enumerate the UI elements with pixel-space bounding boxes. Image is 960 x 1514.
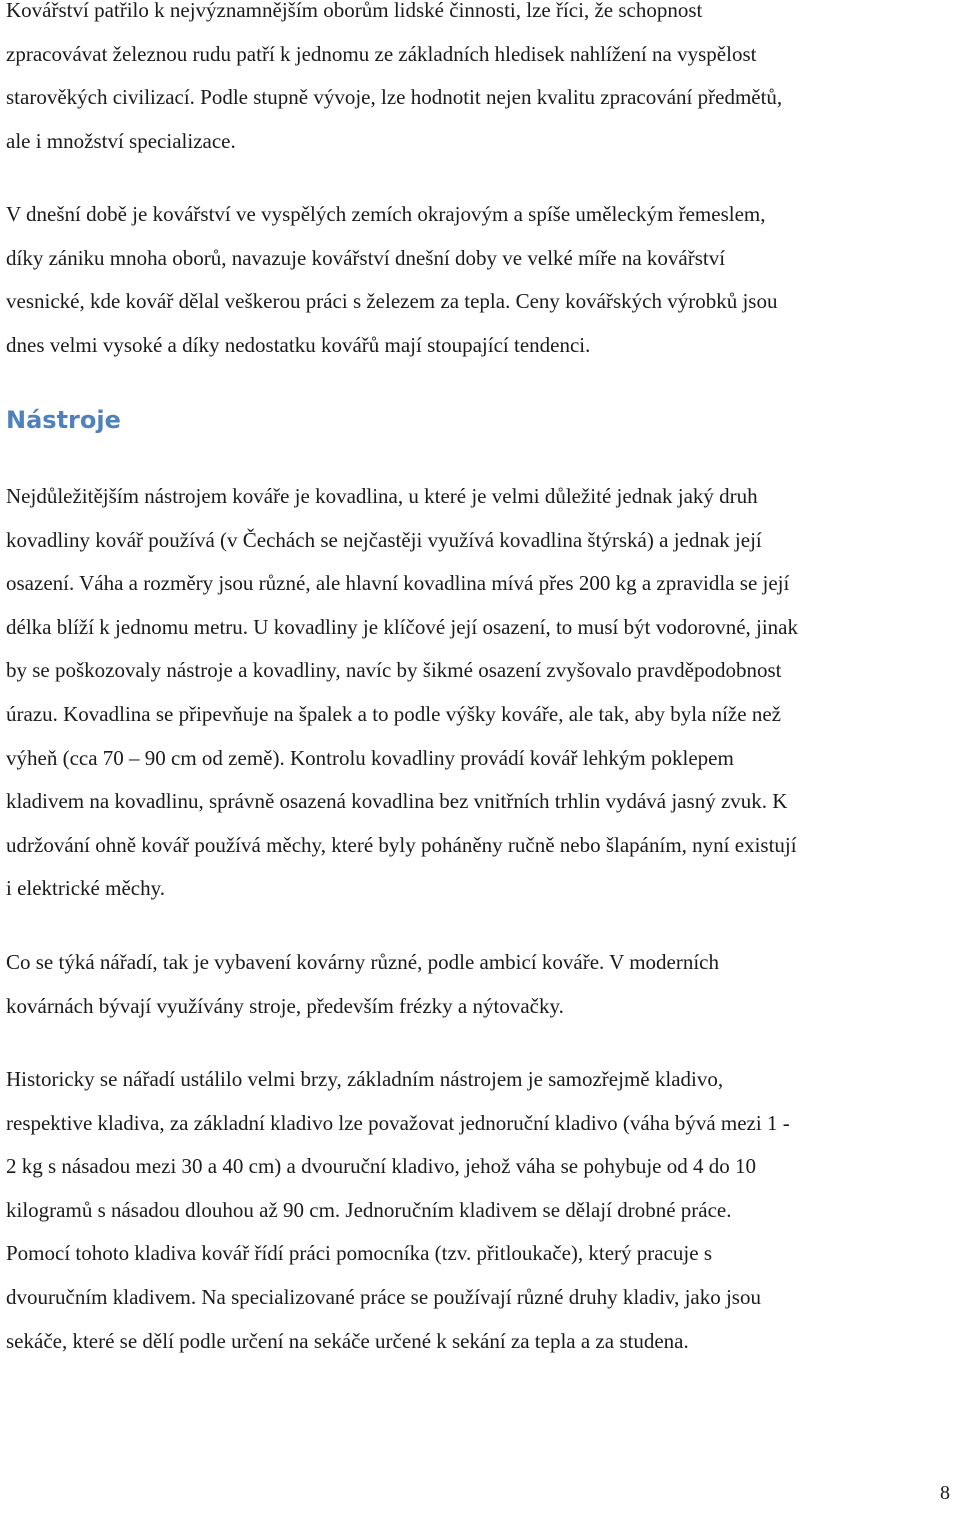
text-line: kovadliny kovář používá (v Čechách se nejčastěji využívá kovadlina štýrská) a jednak její: [6, 527, 762, 552]
text-line: Co se týká nářadí, tak je vybavení kovárny různé, podle ambicí kováře. V moderních: [6, 950, 720, 974]
section-heading: Nástroje: [6, 406, 121, 434]
text-line: V dnešní době je kovářství ve vyspělých zemích okrajovým a spíše uměleckým řemeslem,: [6, 202, 766, 226]
text-line: Pomocí tohoto kladiva kovář řídí práci pomocníka (tzv. přitloukače), který pracuje s: [6, 1241, 713, 1266]
text-line: Kovářství patřilo k nejvýznamnějším oborům lidské činnosti, lze říci, že schopnost: [6, 0, 703, 22]
text-line: dvouručním kladivem. Na specializované práce se používají různé druhy kladiv, jako jsou: [6, 1284, 761, 1309]
text-line: dnes velmi vysoké a díky nedostatku kovářů mají stoupající tendenci.: [6, 332, 591, 357]
text-line: vesnické, kde kovář dělal veškerou práci s železem za tepla. Ceny kovářských výrobků jsou: [6, 289, 778, 314]
text-line: ale i množství specializace.: [6, 128, 236, 153]
text-line: kilogramů s násadou dlouhou až 90 cm. Jednoručním kladivem se dělají drobné práce.: [6, 1197, 732, 1222]
text-line: kovárnách bývají využívány stroje, především frézky a nýtovačky.: [6, 993, 564, 1018]
text-line: výheň (cca 70 – 90 cm od země). Kontrolu kovadliny provádí kovář lehkým poklepem: [6, 745, 734, 770]
text-line: Historicky se nářadí ustálilo velmi brzy, základním nástrojem je samozřejmě kladivo,: [6, 1067, 724, 1091]
text-line: i elektrické měchy.: [6, 876, 165, 901]
paragraph-intro: [6, 0, 956, 163]
text-line: Nejdůležitějším nástrojem kováře je kovadlina, u které je velmi důležité jednak jaký druh: [6, 484, 758, 508]
text-line: by se poškozovaly nástroje a kovadliny, navíc by šikmé osazení zvyšovalo pravděpodobnost: [6, 658, 782, 683]
page-number: 8: [940, 1482, 950, 1504]
text-line: respektive kladiva, za základní kladivo lze považovat jednoruční kladivo (váha bývá mezi 1 -: [6, 1110, 790, 1135]
paragraph-today: [6, 193, 956, 367]
paragraph-anvil: [6, 475, 956, 911]
text-line: osazení. Váha a rozměry jsou různé, ale hlavní kovadlina mívá přes 200 kg a zpravidla se její: [6, 571, 790, 596]
text-line: udržování ohně kovář používá měchy, které byly poháněny ručně nebo šlapáním, nyní existují: [6, 832, 797, 857]
paragraph-hammers: [6, 1058, 956, 1363]
paragraph-tools: [6, 941, 956, 1028]
text-line: úrazu. Kovadlina se připevňuje na špalek a to podle výšky kováře, ale tak, aby byla níže než: [6, 701, 781, 726]
text-line: díky zániku mnoha oborů, navazuje kovářství dnešní doby ve velké míře na kovářství: [6, 245, 726, 270]
text-line: délka blíží k jednomu metru. U kovadliny je klíčové její osazení, to musí být vodorovné, jinak: [6, 614, 799, 639]
text-line: sekáče, které se dělí podle určení na sekáče určené k sekání za tepla a za studena.: [6, 1328, 689, 1353]
text-line: starověkých civilizací. Podle stupně vývoje, lze hodnotit nejen kvalitu zpracování předmětů,: [6, 85, 783, 110]
text-line: kladivem na kovadlinu, správně osazená kovadlina bez vnitřních trhlin vydává jasný zvuk. K: [6, 789, 788, 814]
text-line: 2 kg s násadou mezi 30 a 40 cm) a dvouruční kladivo, jehož váha se pohybuje od 4 do 10: [6, 1154, 756, 1179]
text-line: zpracovávat železnou rudu patří k jednomu ze základních hledisek nahlížení na vyspělost: [6, 41, 757, 66]
